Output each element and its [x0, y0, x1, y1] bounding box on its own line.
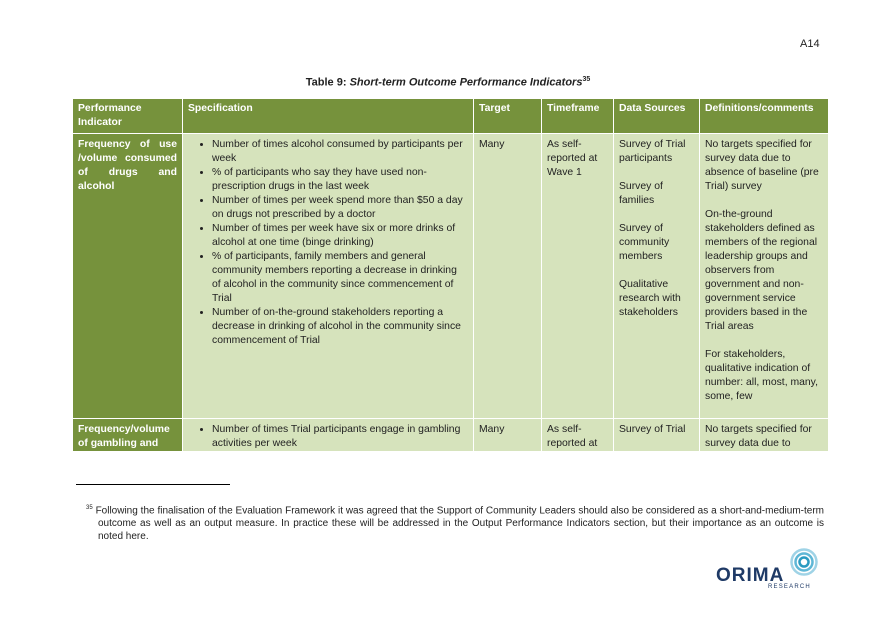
specification-item: • Number of times alcohol consumed by participants per week	[212, 138, 468, 166]
indicator-cell: Frequency/volume of gambling and	[73, 419, 183, 452]
specification-item: • Number of on-the-ground stakeholders reporting a decrease in drinking of alcohol in the community since commencement of Trial	[212, 306, 468, 348]
specification-list	[188, 138, 468, 348]
table-title-footnote-ref: 35	[582, 76, 591, 83]
comment-paragraph: For stakeholders, qualitative indication of number: all, most, many, some, few	[705, 349, 818, 402]
specification-cell	[183, 134, 474, 419]
table-title-prefix: Table 9:	[305, 76, 350, 89]
specification-cell	[183, 419, 474, 452]
table-row	[73, 419, 829, 452]
specification-item: • Number of times per week have six or more drinks of alcohol at one time (binge drinking)	[212, 222, 468, 250]
data-source-item: Qualitative research with stakeholders	[619, 279, 681, 318]
footnote-divider	[76, 484, 230, 485]
header-performance-indicator: Performance Indicator	[73, 99, 183, 134]
header-data-sources: Data Sources	[614, 99, 700, 134]
comments-cell	[700, 134, 829, 419]
timeframe-cell: As self-reported at Wave 1	[542, 134, 614, 419]
specification-list	[188, 423, 468, 451]
page-cut-mask	[0, 452, 896, 482]
logo-rings-icon	[790, 548, 818, 576]
page-number: A14	[800, 38, 820, 50]
comment-paragraph: No targets specified for survey data due to absence of baseline (pre Trial) survey	[705, 139, 819, 192]
data-source-item: Survey of Trial participants	[619, 139, 686, 164]
table-title	[0, 76, 896, 89]
header-specification: Specification	[183, 99, 474, 134]
table-row	[73, 134, 829, 419]
target-cell: Many	[474, 419, 542, 452]
table-title-italic: Short-term Outcome Performance Indicators	[349, 76, 583, 89]
specification-item: • % of participants, family members and general community members reporting a decrease in drinking of alcohol in the community since commencement of Trial	[212, 250, 468, 306]
table-header-row	[73, 99, 829, 134]
specification-item: • % of participants who say they have used non-prescription drugs in the last week	[212, 166, 468, 194]
logo-subtitle: RESEARCH	[768, 584, 811, 590]
footnote-text: Following the finalisation of the Evaluation Framework it was agreed that the Support of Community Leaders should also be considered as a short-and-medium-term outcome as well as an output measure. In practice these will be addressed in the Output Performance Indicators section, but their importance as an outcome is noted here.	[95, 505, 825, 543]
data-source-item: Survey of community members	[619, 223, 670, 262]
data-sources-cell	[614, 134, 700, 419]
header-timeframe: Timeframe	[542, 99, 614, 134]
target-cell: Many	[474, 134, 542, 419]
specification-item: • Number of times per week spend more than $50 a day on drugs not prescribed by a doctor	[212, 194, 468, 222]
data-source-item: Survey of families	[619, 181, 663, 206]
performance-indicators-table	[72, 98, 829, 452]
footnote-marker: 35	[86, 505, 93, 511]
data-sources-cell: Survey of Trial	[614, 419, 700, 452]
orima-logo	[714, 548, 818, 594]
timeframe-cell: As self-reported at	[542, 419, 614, 452]
logo-name: ORIMA	[716, 565, 785, 586]
header-definitions-comments: Definitions/comments	[700, 99, 829, 134]
footnote	[76, 502, 824, 543]
comment-paragraph: On-the-ground stakeholders defined as members of the regional leadership groups and observers from government and non-government service providers based in the Trial areas	[705, 209, 818, 332]
header-target: Target	[474, 99, 542, 134]
indicator-cell: Frequency of use /volume consumed of drugs and alcohol	[73, 134, 183, 419]
comments-cell: No targets specified for survey data due to	[700, 419, 829, 452]
specification-item: • Number of times Trial participants engage in gambling activities per week	[212, 423, 468, 451]
